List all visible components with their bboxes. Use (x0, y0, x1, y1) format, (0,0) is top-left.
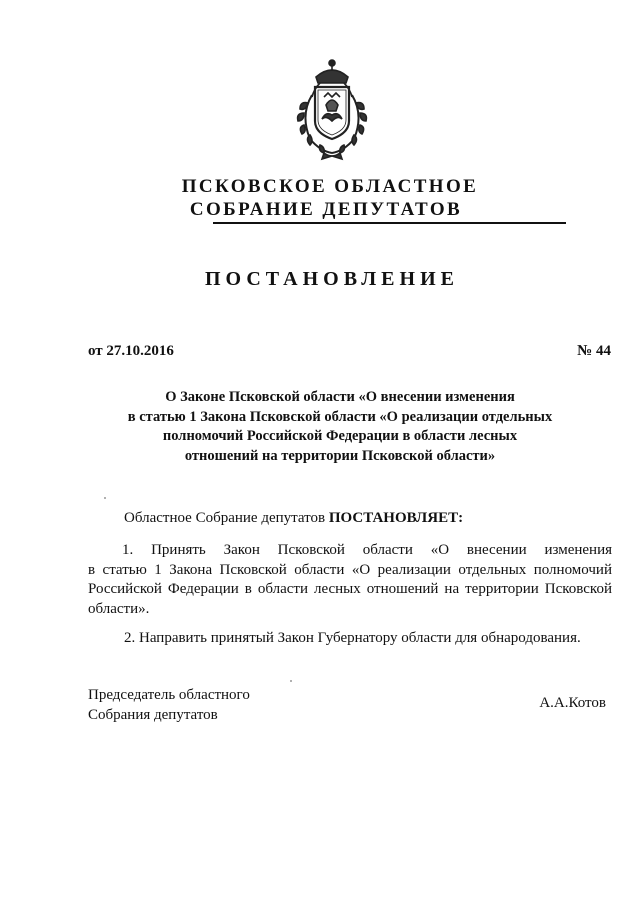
coat-of-arms-icon (282, 55, 382, 163)
item1-line: в статью 1 Закона Псковской области «О реализации отдельных полномочий (88, 561, 612, 578)
item1-line: Российской Федерации в области лесных отношений на территории Псковской (88, 581, 612, 597)
decree-intro-text: Областное Собрание депутатов (124, 510, 326, 526)
header-divider (213, 222, 566, 224)
subject-line: в статью 1 Закона Псковской области «О реализации отдельных (127, 408, 553, 425)
decree-intro (124, 510, 463, 527)
decree-item-2: 2. Направить принятый Закон Губернатору области для обнародования. (124, 630, 581, 646)
decree-item-1 (88, 541, 612, 619)
document-subject (100, 388, 580, 466)
scan-speck (104, 497, 106, 499)
signatory-position-line1: Председатель областного (88, 687, 250, 703)
signatory-position (88, 686, 250, 725)
document-number: № 44 (577, 343, 611, 359)
organization-name-line1: ПСКОВСКОЕ ОБЛАСТНОЕ (181, 176, 479, 197)
item1-line: 1. Принять Закон Псковской области «О внесении изменения (122, 542, 612, 558)
subject-line: О Законе Псковской области «О внесении изменения (165, 389, 515, 405)
decree-verb: ПОСТАНОВЛЯЕТ: (328, 510, 464, 526)
signatory-name: А.А.Котов (539, 695, 606, 711)
scan-speck (290, 680, 292, 682)
signatory-position-line2: Собрания депутатов (88, 706, 218, 723)
document-date: от 27.10.2016 (88, 343, 174, 359)
subject-line: отношений на территории Псковской области» (184, 447, 496, 464)
document-type-title: ПОСТАНОВЛЕНИЕ (205, 268, 459, 290)
subject-line: полномочий Российской Федерации в области лесных (162, 428, 518, 444)
organization-name-line2: СОБРАНИЕ ДЕПУТАТОВ (189, 199, 463, 220)
item1-line: области». (88, 600, 150, 617)
